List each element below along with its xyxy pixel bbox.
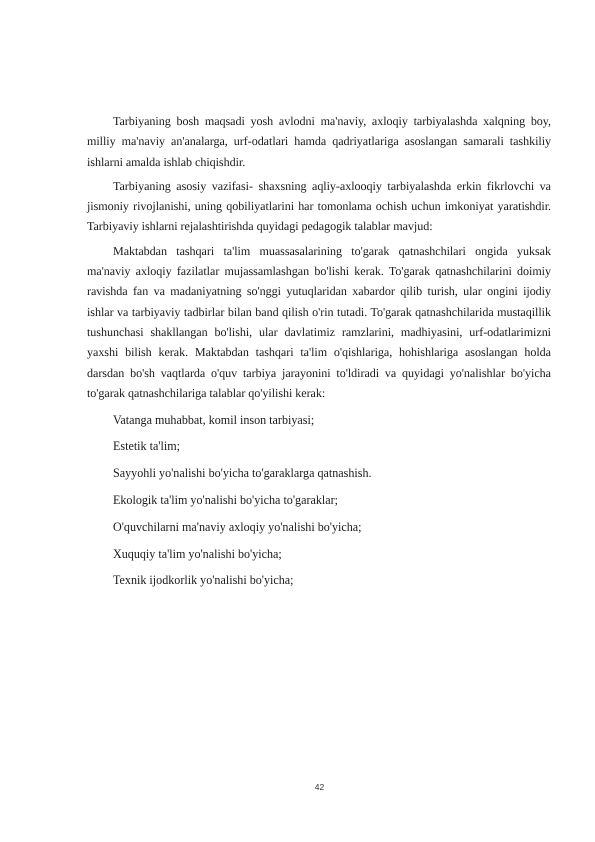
list-item: Estetik ta'lim;: [113, 439, 181, 454]
list-item: Vatanga muhabbat, komil inson tarbiyasi;: [113, 412, 315, 427]
list-item: Texnik ijodkorlik yo'nalishi bo'yicha;: [113, 573, 294, 588]
paragraph-main-task: Tarbiyaning asosiy vazifasi- shaxsning aqliy-axlooqiy tarbiyalashda erkin fikrlovchi va jismoniy rivojlanishi, uning qobiliyatlarini har tomonlama ochish uchun imkoniyat yaratishdir. Tarbiyaviy ishlarni rejalashtirishda quyidagi pedagogik talablar mavjud:: [87, 178, 551, 234]
page-body: [87, 111, 551, 597]
list-item: Ekologik ta'lim yo'nalishi bo'yicha to'garaklar;: [113, 493, 339, 508]
paragraph-goal: Tarbiyaning bosh maqsadi yosh avlodni ma'naviy, axloqiy tarbiyalashda xalqning boy, milliy ma'naviy an'analarga, urf-odatlari hamda qadriyatlariga asoslangan samarali tashkiliy ishlarni amalda ishlab chiqishdir.: [87, 114, 551, 169]
list-item: Xuquqiy ta'lim yo'nalishi bo'yicha;: [113, 546, 282, 561]
page-number: 42: [314, 782, 325, 792]
paragraph-extracurricular: Maktabdan tashqari ta'lim muassasalarining to'garak qatnashchilari ongida yuksak ma'naviy axloqiy fazilatlar mujassamlashgan bo'lishi kerak. To'garak qatnashchilarini doimiy ravishda fan va madaniyatning so'nggi yutuqlaridan xabardor qilib turish, ular ongini ijodiy ishlar va tarbiyaviy tadbirlar bilan band qilish o'rin tutadi. To'garak qatnashchilarida mustaqillik tushunchasi shakllangan bo'lishi, ular davlatimiz ramzlarini, madhiyasini, urf-odatlarimizni yaxshi bilish kerak. Maktabdan tashqari ta'lim o'qishlariga, hohishlariga asoslangan holda darsdan bo'sh vaqtlarda o'quv tarbiya jarayonini to'ldiradi va quyidagi yo'nalishlar bo'yicha to'garak qatnashchilariga talablar qo'yilishi kerak:: [87, 243, 551, 400]
requirements-list: [87, 410, 551, 591]
list-item: O'quvchilarni ma'naviy axloqiy yo'nalishi bo'yicha;: [113, 519, 362, 534]
list-item: Sayyohli yo'nalishi bo'yicha to'garaklarga qatnashish.: [113, 466, 372, 481]
